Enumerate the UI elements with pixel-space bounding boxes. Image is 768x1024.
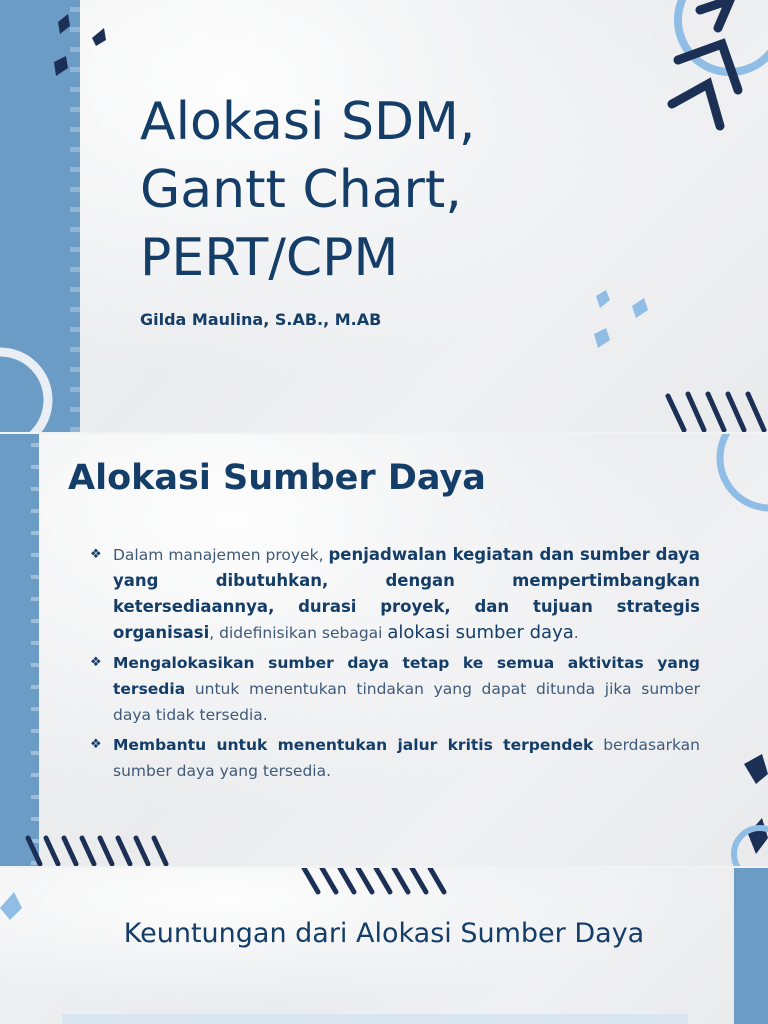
section-title: Keuntungan dari Alokasi Sumber Daya — [123, 918, 645, 949]
splat-decoration — [632, 298, 648, 318]
hatch-lines-decoration — [304, 868, 444, 892]
author-name: Gilda Maulina, S.AB., M.AB — [140, 310, 382, 329]
list-item: ❖ Mengalokasikan sumber daya tetap ke semua aktivitas yang tersedia untuk menentukan tindakan yang dapat ditunda jika sumber daya tidak tersedia. — [90, 650, 700, 728]
bullet-list — [90, 542, 700, 788]
slide-resource-allocation — [0, 434, 768, 866]
brush-mark-decoration — [748, 818, 768, 854]
hatch-lines-decoration — [668, 394, 764, 430]
splat-decoration — [0, 892, 22, 920]
list-item: ❖ Dalam manajemen proyek, penjadwalan kegiatan dan sumber daya yang dibutuhkan, dengan mempertimbangkan ketersediaannya, durasi proyek, dan tujuan strategis organisasi, didefinisikan sebagai alokasi sumber daya. — [90, 542, 700, 646]
diamond-bullet-icon: ❖ — [90, 737, 102, 752]
brush-mark-decoration — [744, 754, 768, 784]
chevron-decoration — [700, 0, 730, 28]
slide-title — [0, 0, 768, 432]
presentation-title: Alokasi SDM, Gantt Chart, PERT/CPM — [140, 92, 476, 288]
splat-decoration — [596, 290, 610, 308]
circle-outline-decoration — [720, 434, 768, 508]
list-item: ❖ Membantu untuk menentukan jalur kritis terpendek berdasarkan sumber daya yang tersedia. — [90, 732, 700, 784]
hatch-lines-decoration — [28, 838, 166, 864]
brush-mark-decoration — [92, 28, 106, 46]
brush-mark-decoration — [54, 56, 68, 76]
diamond-bullet-icon: ❖ — [90, 655, 102, 670]
section-title: Alokasi Sumber Daya — [68, 458, 486, 498]
slide-benefits — [0, 868, 768, 1024]
circle-outline-decoration — [0, 352, 48, 432]
brush-mark-decoration — [58, 14, 70, 34]
content-box — [62, 1014, 688, 1024]
splat-decoration — [594, 328, 610, 348]
chevron-decoration — [672, 84, 720, 126]
diamond-bullet-icon: ❖ — [90, 547, 102, 562]
